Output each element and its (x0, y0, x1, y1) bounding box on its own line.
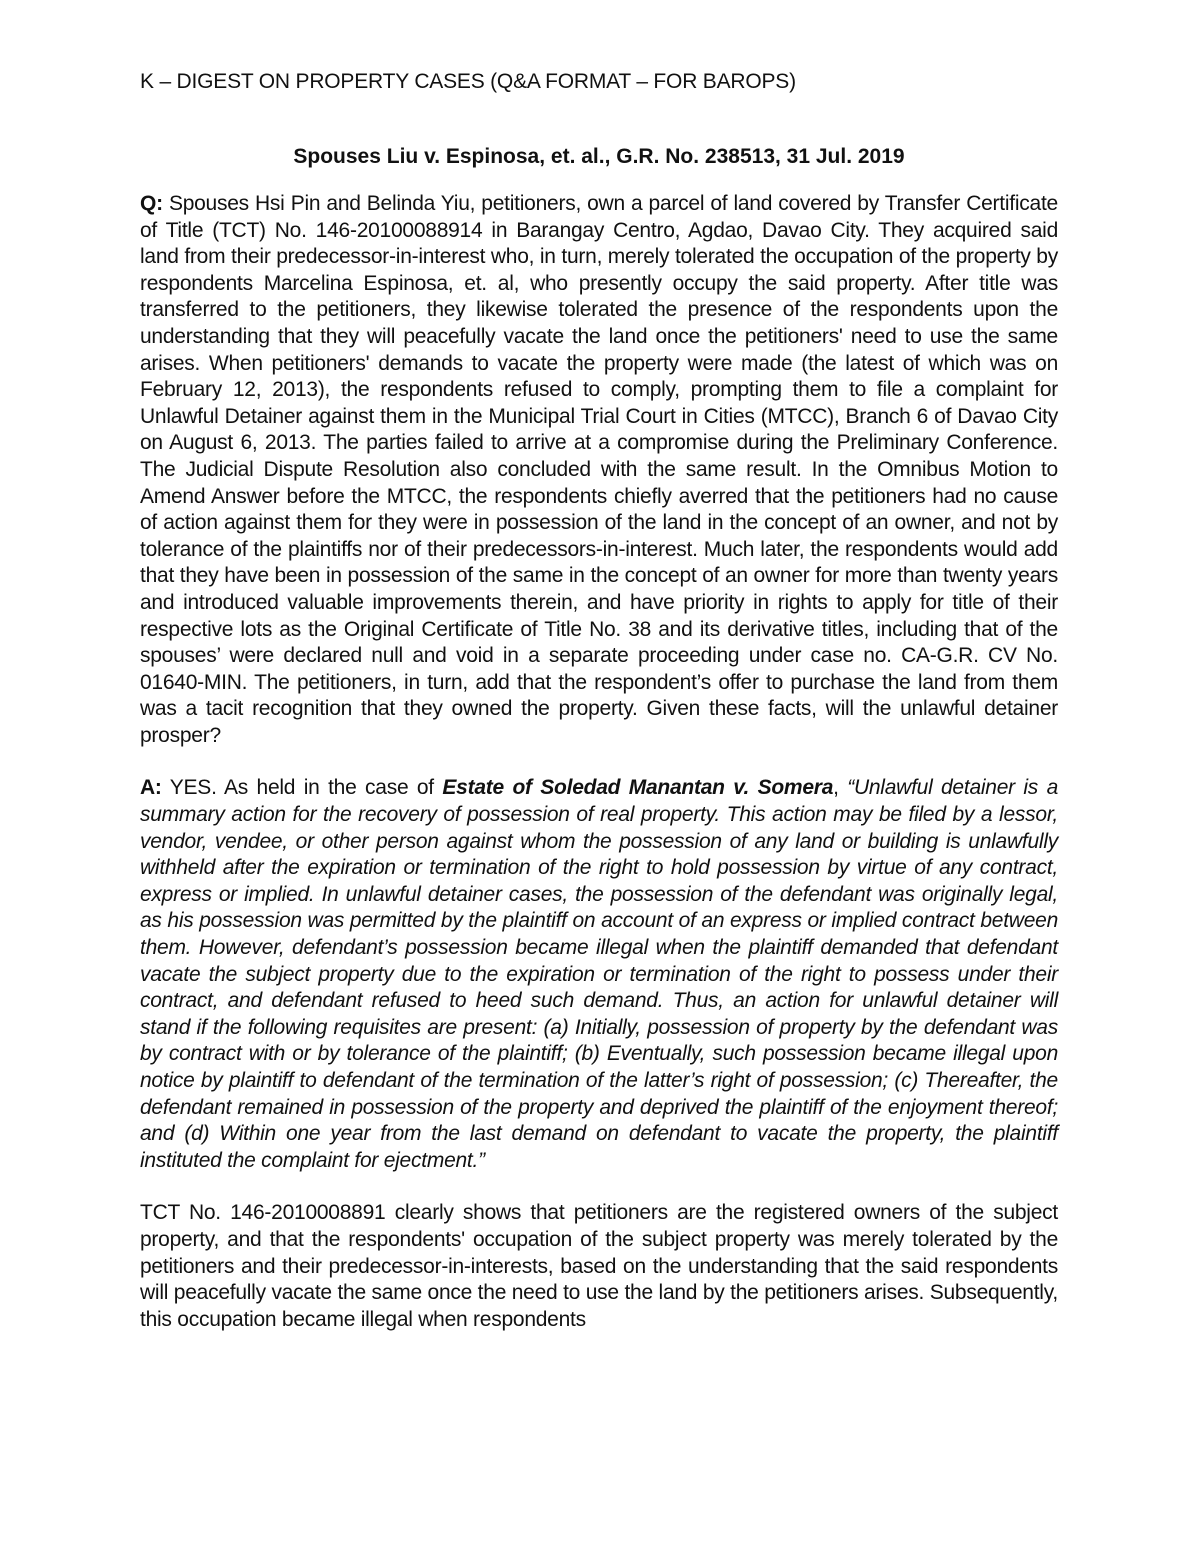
question-label: Q: (140, 192, 163, 215)
answer-quote: “Unlawful detainer is a summary action for the recovery of possession of real property. This action may be filed by a lessor, vendor, vendee, or other person against whom the possession of any land or building is unlawfully withheld after the expiration or termination of the right to hold possession by virtue of any contract, express or implied. In unlawful detainer cases, the possession of the defendant was originally legal, as his possession was permitted by the plaintiff on account of an express or implied contract between them. However, defendant’s possession became illegal when the plaintiff demanded that defendant vacate the subject property due to the expiration or termination of the right to possess under their contract, and defendant refused to heed such demand. Thus, an action for unlawful detainer will stand if the following requisites are present: (a) Initially, possession of property by the defendant was by contract with or by tolerance of the plaintiff; (b) Eventually, such possession became illegal upon notice by plaintiff to defendant of the termination of the latter’s right of possession; (c) Thereafter, the defendant remained in possession of the property and deprived the plaintiff of the enjoyment thereof; and (d) Within one year from the last demand on defendant to vacate the property, the plaintiff instituted the complaint for ejectment.” (140, 776, 1058, 1172)
closing-paragraph: TCT No. 146-2010008891 clearly shows that petitioners are the registered owners of the subject property, and that the respondents' occupation of the subject property was merely tolerated by the petitioners and their predecessor-in-interests, based on the understanding that the said respondents will peacefully vacate the same once the need to use the land by the petitioners arises. Subsequently, this occupation became illegal when respondents (140, 1201, 1058, 1331)
answer-separator: , (833, 776, 848, 800)
question-paragraph (140, 191, 1058, 749)
question-text: Spouses Hsi Pin and Belinda Yiu, petitioners, own a parcel of land covered by Transfer Certificate of Title (TCT) No. 146-20100088914 in Barangay Centro, Agdao, Davao City. They acquired said land from their predecessor-in-interest who, in turn, merely tolerated the occupation of the property by respondents Marcelina Espinosa, et. al, who presently occupy the said property. After title was transferred to the petitioners, they likewise tolerated the presence of the respondents upon the understanding that they will peacefully vacate the land once the petitioners' need to use the same arises. When petitioners' demands to vacate the property were made (the latest of which was on February 12, 2013), the respondents refused to comply, prompting them to file a complaint for Unlawful Detainer against them in the Municipal Trial Court in Cities (MTCC), Branch 6 of Davao City on August 6, 2013. The parties failed to arrive at a compromise during the Preliminary Conference. The Judicial Dispute Resolution also concluded with the same result. In the Omnibus Motion to Amend Answer before the MTCC, the respondents chiefly averred that the petitioners had no cause of action against them for they were in possession of the land in the concept of an owner, and not by tolerance of the plaintiffs nor of their predecessors-in-interest. Much later, the respondents would add that they have been in possession of the same in the concept of an owner for more than twenty years and introduced valuable improvements therein, and have priority in rights to apply for title of their respective lots as the Original Certificate of Title No. 38 and its derivative titles, including that of the spouses’ were declared null and void in a separate proceeding under case no. CA-G.R. CV No. 01640-MIN. The petitioners, in turn, add that the respondent’s offer to purchase the land from them was a tacit recognition that they owned the property. Given these facts, will the unlawful detainer prosper? (140, 192, 1058, 747)
case-title: Spouses Liu v. Espinosa, et. al., G.R. No. 238513, 31 Jul. 2019 (293, 145, 905, 168)
cited-case: Estate of Soledad Manantan v. Somera (442, 776, 834, 800)
answer-intro: YES. As held in the case of (161, 776, 443, 800)
answer-paragraph (140, 775, 1058, 1174)
answer-label: A: (140, 776, 162, 800)
document-header: K – DIGEST ON PROPERTY CASES (Q&A FORMAT – FOR BAROPS) (140, 70, 796, 93)
document-page (140, 68, 1058, 1333)
